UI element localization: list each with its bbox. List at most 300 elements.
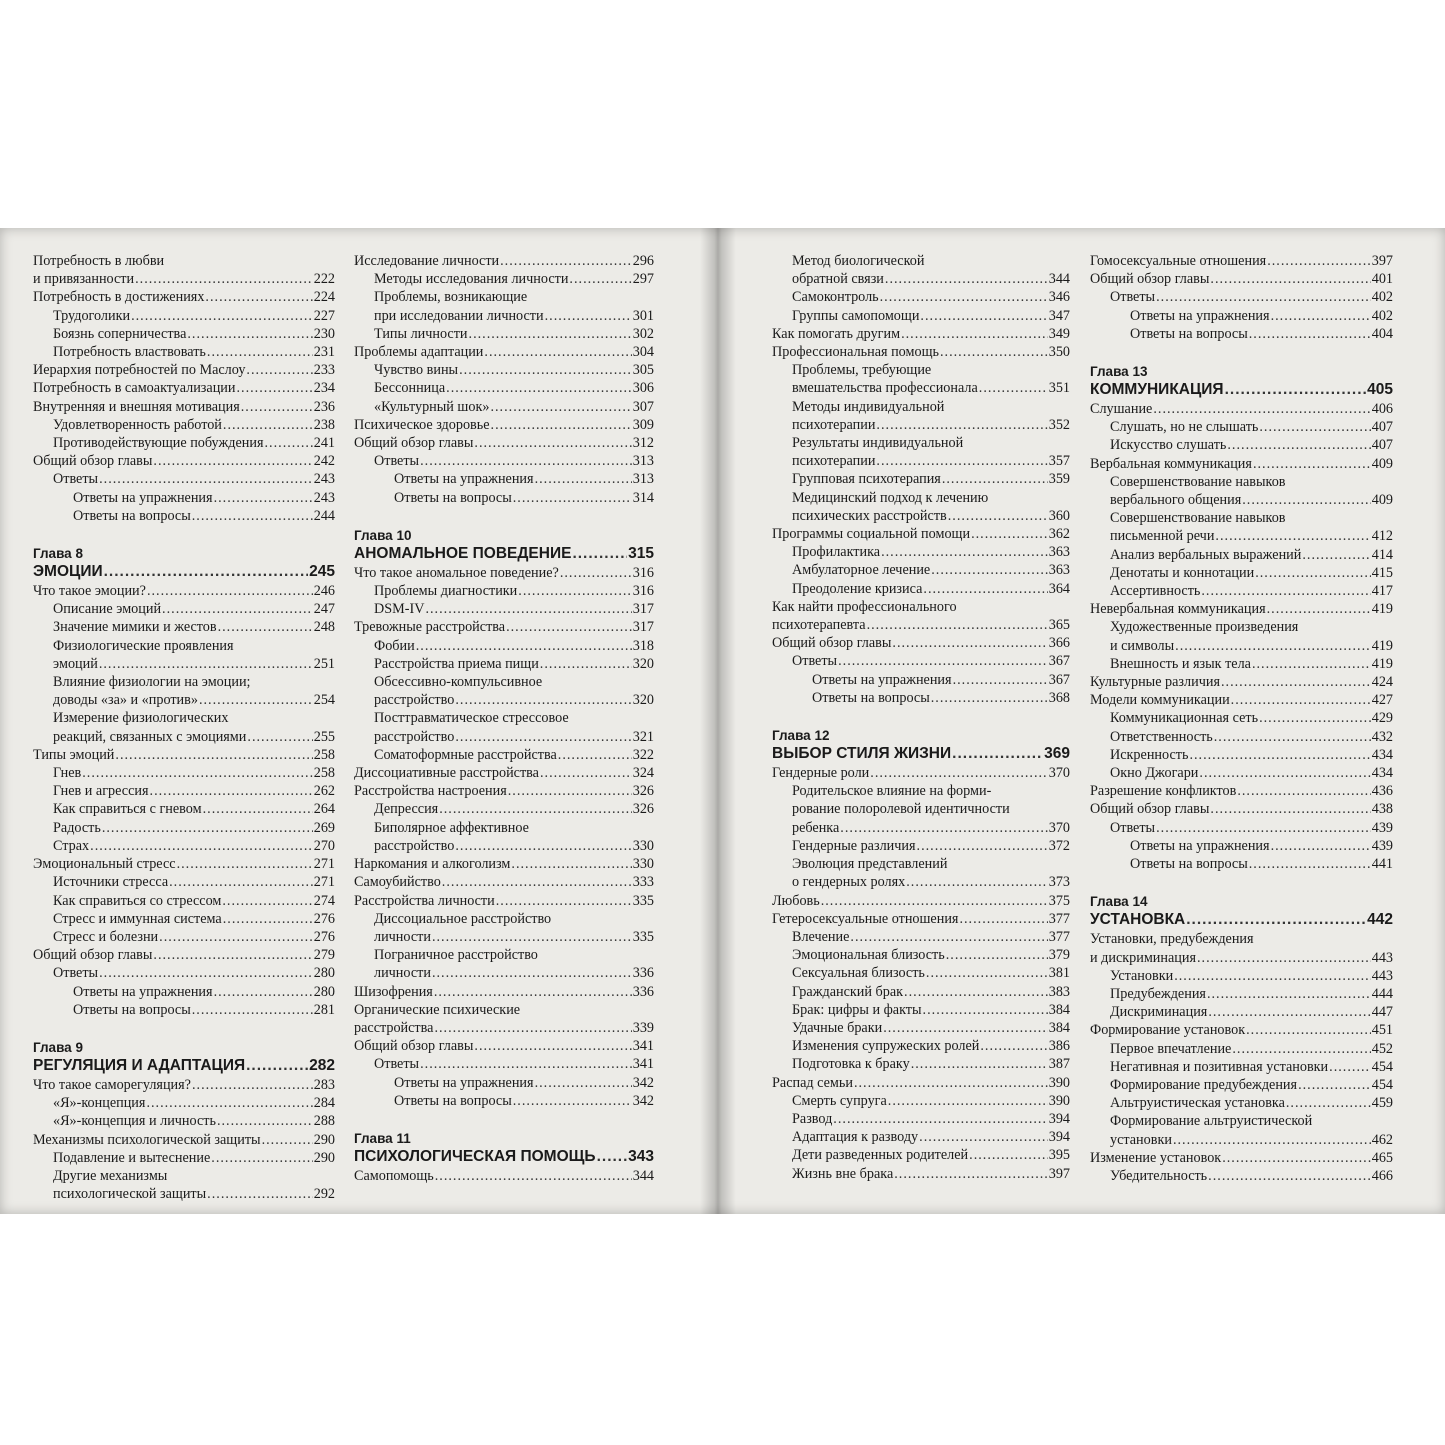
toc-entry-title: Вербальная коммуникация (1090, 455, 1252, 472)
toc-entry[interactable] (772, 1001, 1070, 1019)
toc-entry[interactable] (354, 728, 654, 746)
toc-entry[interactable] (772, 452, 1070, 470)
toc-entry[interactable] (1090, 1003, 1393, 1021)
toc-entry-title: Предубеждения (1110, 985, 1206, 1002)
toc-entry[interactable] (33, 252, 335, 270)
toc-entry[interactable] (1090, 1058, 1393, 1076)
toc-entry[interactable] (354, 470, 654, 488)
dot-leader (942, 470, 1048, 488)
toc-entry-title: установки (1110, 1131, 1172, 1148)
toc-entry-title: Посттравматическое стрессовое (374, 710, 569, 727)
page-number: 335 (632, 892, 654, 909)
dot-leader (1227, 436, 1370, 454)
toc-entry[interactable] (354, 270, 654, 288)
toc-entry[interactable] (33, 1185, 335, 1203)
toc-entry[interactable] (772, 837, 1070, 855)
toc-entry[interactable] (1090, 782, 1393, 800)
toc-entry[interactable] (1090, 1021, 1393, 1039)
toc-entry[interactable] (1090, 600, 1393, 618)
toc-entry-title: Методы индивидуальной (792, 398, 945, 415)
toc-entry[interactable] (354, 746, 654, 764)
toc-entry[interactable] (1090, 527, 1393, 545)
toc-entry[interactable] (772, 288, 1070, 306)
toc-entry[interactable] (772, 764, 1070, 782)
dot-leader (911, 1055, 1048, 1073)
toc-entry[interactable] (33, 361, 335, 379)
toc-entry[interactable] (1090, 418, 1393, 436)
toc-entry-title: Совершенствование навыков (1110, 510, 1286, 527)
toc-entry[interactable] (772, 873, 1070, 891)
toc-entry[interactable] (33, 452, 335, 470)
page-number: 432 (1371, 728, 1393, 745)
toc-entry[interactable] (354, 673, 654, 691)
dot-leader (838, 652, 1048, 670)
dot-leader (1175, 637, 1371, 655)
toc-entry[interactable] (772, 270, 1070, 288)
toc-entry[interactable] (33, 416, 335, 434)
dot-leader (1259, 418, 1370, 436)
toc-entry[interactable] (354, 873, 654, 891)
toc-entry[interactable] (33, 1001, 335, 1019)
page-number: 424 (1371, 674, 1393, 691)
toc-entry-title: Методы исследования личности (374, 271, 569, 288)
toc-entry[interactable] (33, 398, 335, 416)
dot-leader (474, 1037, 631, 1055)
toc-entry-title: о гендерных ролях (792, 874, 906, 891)
toc-entry[interactable] (1090, 930, 1393, 948)
toc-entry[interactable] (772, 434, 1070, 452)
toc-entry[interactable] (772, 561, 1070, 579)
page-number: 339 (632, 1019, 654, 1036)
toc-entry-title: Ответы на упражнения (1130, 307, 1270, 324)
toc-entry[interactable] (772, 470, 1070, 488)
toc-entry[interactable] (772, 489, 1070, 507)
toc-entry[interactable] (354, 964, 654, 982)
toc-entry-title: Любовь (772, 892, 820, 909)
toc-entry-title: Искусство слушать (1110, 437, 1227, 454)
dot-leader (434, 983, 632, 1001)
toc-entry[interactable] (1090, 949, 1393, 967)
toc-entry-title: Ответы на упражнения (812, 671, 952, 688)
toc-entry[interactable] (1090, 837, 1393, 855)
toc-entry[interactable] (33, 434, 335, 452)
toc-entry[interactable] (1090, 728, 1393, 746)
book-gutter (700, 228, 736, 1214)
toc-entry[interactable] (354, 1019, 654, 1037)
toc-entry[interactable] (1090, 325, 1393, 343)
toc-entry[interactable] (1090, 618, 1393, 636)
toc-entry-title: Адаптация к разводу (792, 1129, 919, 1146)
toc-entry[interactable] (354, 855, 654, 873)
toc-entry[interactable] (772, 1019, 1070, 1037)
dot-leader (490, 398, 631, 416)
toc-entry[interactable] (772, 1110, 1070, 1128)
toc-entry[interactable] (33, 1131, 335, 1149)
toc-entry-title: Дискриминация (1110, 1004, 1208, 1021)
toc-entry[interactable] (772, 910, 1070, 928)
toc-entry[interactable] (772, 416, 1070, 434)
dot-leader (223, 910, 313, 928)
toc-entry[interactable] (1090, 436, 1393, 454)
toc-entry[interactable] (354, 1167, 654, 1185)
dot-leader (1267, 600, 1371, 618)
toc-entry[interactable] (33, 1112, 335, 1130)
toc-entry[interactable] (33, 288, 335, 306)
toc-entry[interactable] (1090, 1094, 1393, 1112)
toc-entry[interactable] (33, 873, 335, 891)
toc-entry[interactable] (772, 671, 1070, 689)
page-number: 407 (1371, 419, 1393, 436)
toc-entry[interactable] (354, 452, 654, 470)
chapter-title-entry[interactable] (33, 562, 335, 582)
toc-entry-title: Формирование установок (1090, 1022, 1246, 1039)
toc-entry[interactable] (1090, 1131, 1393, 1149)
toc-entry[interactable] (772, 964, 1070, 982)
toc-entry[interactable] (354, 343, 654, 361)
toc-entry[interactable] (1090, 1076, 1393, 1094)
toc-entry[interactable] (33, 582, 335, 600)
toc-entry[interactable] (772, 1055, 1070, 1073)
toc-entry[interactable] (33, 379, 335, 397)
page-number: 342 (632, 1074, 654, 1091)
toc-entry[interactable] (33, 637, 335, 655)
toc-entry[interactable] (772, 634, 1070, 652)
toc-entry[interactable] (772, 507, 1070, 525)
toc-entry[interactable] (354, 1001, 654, 1019)
page-number: 427 (1371, 692, 1393, 709)
toc-entry[interactable] (33, 709, 335, 727)
toc-entry[interactable] (1090, 491, 1393, 509)
toc-entry[interactable] (354, 1092, 654, 1110)
toc-entry[interactable] (33, 691, 335, 709)
toc-entry[interactable] (33, 910, 335, 928)
toc-entry[interactable] (772, 652, 1070, 670)
toc-entry[interactable] (33, 800, 335, 818)
toc-entry[interactable] (33, 673, 335, 691)
toc-entry[interactable] (1090, 673, 1393, 691)
toc-entry[interactable] (33, 782, 335, 800)
toc-entry[interactable] (354, 1074, 654, 1092)
toc-entry[interactable] (33, 470, 335, 488)
toc-entry[interactable] (772, 398, 1070, 416)
toc-entry[interactable] (33, 1076, 335, 1094)
toc-entry[interactable] (1090, 400, 1393, 418)
dot-leader (262, 1131, 313, 1149)
page-number: 439 (1371, 819, 1393, 836)
toc-entry[interactable] (33, 892, 335, 910)
toc-entry[interactable] (354, 764, 654, 782)
toc-entry-title: Подавление и вытеснение (53, 1149, 211, 1166)
toc-entry[interactable] (354, 910, 654, 928)
toc-entry[interactable] (354, 325, 654, 343)
toc-entry[interactable] (772, 361, 1070, 379)
dot-leader (931, 561, 1047, 579)
toc-entry[interactable] (354, 307, 654, 325)
dot-leader (153, 946, 312, 964)
toc-entry[interactable] (1090, 985, 1393, 1003)
toc-entry[interactable] (772, 343, 1070, 361)
toc-column-3 (772, 252, 1070, 1183)
toc-entry[interactable] (1090, 967, 1393, 985)
dot-leader (455, 837, 631, 855)
toc-entry[interactable] (1090, 546, 1393, 564)
toc-entry[interactable] (354, 618, 654, 636)
page-number: 230 (313, 325, 335, 342)
toc-entry[interactable] (1090, 855, 1393, 873)
toc-entry[interactable] (354, 691, 654, 709)
toc-entry[interactable] (1090, 746, 1393, 764)
toc-entry[interactable] (772, 983, 1070, 1001)
chapter-title: РЕГУЛЯЦИЯ И АДАПТАЦИЯ (33, 1056, 246, 1074)
toc-entry-title: Ответы на вопросы (1130, 856, 1248, 873)
toc-entry[interactable] (33, 746, 335, 764)
toc-entry[interactable] (772, 892, 1070, 910)
toc-entry[interactable] (772, 689, 1070, 707)
toc-entry-title: Как помогать другим (772, 325, 901, 342)
page-number: 386 (1048, 1038, 1070, 1055)
toc-entry[interactable] (354, 837, 654, 855)
toc-entry[interactable] (33, 819, 335, 837)
toc-entry[interactable] (33, 837, 335, 855)
toc-entry[interactable] (772, 928, 1070, 946)
toc-entry-title: Ответы на вопросы (394, 489, 512, 506)
toc-entry-title: Общий обзор главы (1090, 801, 1210, 818)
toc-entry[interactable] (354, 361, 654, 379)
toc-entry-title: Общий обзор главы (1090, 271, 1210, 288)
page-number: 387 (1048, 1056, 1070, 1073)
toc-entry[interactable] (33, 1149, 335, 1167)
toc-entry-title: Культурные различия (1090, 674, 1220, 691)
toc-entry[interactable] (354, 564, 654, 582)
toc-entry[interactable] (1090, 1149, 1393, 1167)
toc-entry[interactable] (33, 307, 335, 325)
toc-entry-title: личности (374, 965, 431, 982)
toc-entry[interactable] (772, 307, 1070, 325)
toc-entry[interactable] (1090, 1040, 1393, 1058)
toc-entry[interactable] (33, 325, 335, 343)
toc-column-2 (354, 252, 654, 1185)
page-number: 377 (1048, 910, 1070, 927)
toc-entry[interactable] (33, 1094, 335, 1112)
chapter-title: АНОМАЛЬНОЕ ПОВЕДЕНИЕ (354, 544, 572, 562)
toc-entry[interactable] (1090, 691, 1393, 709)
toc-entry[interactable] (1090, 252, 1393, 270)
page-number: 296 (632, 253, 654, 269)
toc-entry[interactable] (354, 946, 654, 964)
toc-entry[interactable] (33, 964, 335, 982)
toc-entry[interactable] (772, 819, 1070, 837)
toc-entry[interactable] (1090, 764, 1393, 782)
toc-entry-title: Потребность в достижениях (33, 289, 205, 306)
toc-entry[interactable] (772, 379, 1070, 397)
chapter-title-entry[interactable] (1090, 380, 1393, 400)
toc-entry[interactable] (772, 946, 1070, 964)
dot-leader (241, 398, 313, 416)
page-number: 363 (1048, 544, 1070, 561)
chapter-title: УСТАНОВКА (1090, 911, 1186, 929)
dot-leader (435, 1167, 632, 1185)
toc-entry-title: Что такое эмоции? (33, 583, 146, 600)
chapter-title-entry[interactable] (772, 744, 1070, 764)
dot-leader (904, 983, 1048, 1001)
toc-entry[interactable] (33, 600, 335, 618)
chapter-title-entry[interactable] (33, 1056, 335, 1076)
page-number: 317 (632, 619, 654, 636)
toc-entry[interactable] (1090, 509, 1393, 527)
toc-entry[interactable] (33, 1167, 335, 1185)
toc-entry[interactable] (1090, 1167, 1393, 1185)
dot-leader (474, 434, 631, 452)
toc-entry[interactable] (772, 543, 1070, 561)
toc-entry[interactable] (772, 855, 1070, 873)
toc-entry[interactable] (772, 1146, 1070, 1164)
toc-column-4 (1090, 252, 1393, 1185)
page-number: 377 (1048, 928, 1070, 945)
page-number: 322 (632, 746, 654, 763)
page-number: 320 (632, 692, 654, 709)
toc-entry[interactable] (33, 489, 335, 507)
toc-entry-title: Убедительность (1110, 1167, 1208, 1184)
toc-entry[interactable] (1090, 637, 1393, 655)
toc-entry[interactable] (1090, 288, 1393, 306)
toc-entry[interactable] (772, 598, 1070, 616)
toc-entry[interactable] (1090, 307, 1393, 325)
toc-entry[interactable] (1090, 655, 1393, 673)
toc-entry-title: Развод (792, 1110, 833, 1127)
toc-entry[interactable] (354, 582, 654, 600)
toc-entry-title: Групповая психотерапия (792, 471, 941, 488)
dot-leader (906, 873, 1047, 891)
toc-entry[interactable] (772, 1128, 1070, 1146)
dot-leader (434, 1019, 631, 1037)
page-number: 313 (632, 453, 654, 470)
toc-entry-title: при исследовании личности (374, 307, 544, 324)
page-number: 236 (313, 398, 335, 415)
toc-entry[interactable] (772, 525, 1070, 543)
toc-entry-title: Ответы на упражнения (73, 983, 213, 1000)
toc-entry[interactable] (354, 379, 654, 397)
toc-entry[interactable] (354, 252, 654, 270)
chapter-title-entry[interactable] (1090, 910, 1393, 930)
page-number: 306 (632, 380, 654, 397)
chapter-title-entry[interactable] (354, 1147, 654, 1167)
page-number: 271 (313, 874, 335, 891)
page-number: 363 (1048, 562, 1070, 579)
page-number: 231 (313, 344, 335, 361)
toc-entry-title: Формирование предубеждения (1110, 1076, 1298, 1093)
dot-leader (223, 416, 313, 434)
dot-leader (946, 946, 1048, 964)
page-number: 276 (313, 928, 335, 945)
toc-entry[interactable] (772, 325, 1070, 343)
toc-entry-title: Модели коммуникации (1090, 692, 1230, 709)
toc-entry[interactable] (354, 983, 654, 1001)
page-number: 397 (1371, 253, 1393, 269)
toc-entry-title: Эмоциональная близость (792, 947, 945, 964)
toc-entry[interactable] (354, 800, 654, 818)
dot-leader (199, 691, 313, 709)
toc-entry[interactable] (1090, 1112, 1393, 1130)
toc-entry[interactable] (772, 1074, 1070, 1092)
toc-entry-title: Радость (53, 819, 101, 836)
toc-entry[interactable] (772, 1092, 1070, 1110)
toc-entry[interactable] (354, 288, 654, 306)
toc-entry[interactable] (1090, 473, 1393, 491)
dot-leader (265, 434, 313, 452)
dot-leader (500, 252, 632, 270)
toc-entry[interactable] (772, 800, 1070, 818)
toc-entry[interactable] (33, 764, 335, 782)
toc-entry[interactable] (354, 892, 654, 910)
toc-entry[interactable] (1090, 709, 1393, 727)
toc-entry[interactable] (354, 1037, 654, 1055)
toc-entry[interactable] (354, 416, 654, 434)
toc-entry[interactable] (354, 637, 654, 655)
toc-entry[interactable] (354, 489, 654, 507)
page-number: 368 (1048, 689, 1070, 706)
toc-entry[interactable] (33, 946, 335, 964)
toc-entry[interactable] (33, 343, 335, 361)
page-number: 384 (1048, 1001, 1070, 1018)
toc-entry[interactable] (33, 928, 335, 946)
chapter-title-entry[interactable] (354, 544, 654, 564)
toc-entry[interactable] (354, 709, 654, 727)
toc-entry[interactable] (33, 507, 335, 525)
toc-entry[interactable] (354, 655, 654, 673)
toc-entry-title: Расстройства настроения (354, 783, 507, 800)
toc-entry-title: Ответы (374, 1056, 420, 1073)
toc-entry[interactable] (33, 270, 335, 288)
dot-leader (169, 873, 313, 891)
toc-entry[interactable] (772, 1165, 1070, 1183)
dot-leader (901, 325, 1048, 343)
toc-entry[interactable] (354, 600, 654, 618)
toc-entry[interactable] (772, 1037, 1070, 1055)
toc-entry[interactable] (33, 728, 335, 746)
toc-entry[interactable] (354, 928, 654, 946)
dot-leader (840, 819, 1047, 837)
toc-entry[interactable] (33, 855, 335, 873)
toc-entry[interactable] (772, 580, 1070, 598)
toc-entry-title: Стресс и болезни (53, 928, 159, 945)
toc-entry[interactable] (1090, 270, 1393, 288)
toc-entry[interactable] (33, 655, 335, 673)
toc-entry[interactable] (33, 618, 335, 636)
toc-entry[interactable] (1090, 800, 1393, 818)
toc-entry[interactable] (1090, 455, 1393, 473)
toc-entry[interactable] (772, 782, 1070, 800)
page-number: 241 (313, 435, 335, 452)
toc-entry[interactable] (772, 616, 1070, 634)
toc-entry[interactable] (354, 782, 654, 800)
toc-entry[interactable] (1090, 819, 1393, 837)
dot-leader (894, 1165, 1047, 1183)
dot-leader (821, 892, 1048, 910)
toc-entry[interactable] (354, 1055, 654, 1073)
toc-entry[interactable] (354, 398, 654, 416)
toc-entry-title: Коммуникационная сеть (1110, 710, 1259, 727)
chapter-title: ЭМОЦИИ (33, 563, 103, 581)
toc-entry[interactable] (33, 983, 335, 1001)
toc-entry[interactable] (354, 819, 654, 837)
toc-entry[interactable] (1090, 582, 1393, 600)
toc-entry[interactable] (772, 252, 1070, 270)
toc-entry[interactable] (354, 434, 654, 452)
page-number: 370 (1048, 819, 1070, 836)
dot-leader (150, 782, 313, 800)
toc-entry[interactable] (1090, 564, 1393, 582)
toc-entry-title: личности (374, 928, 431, 945)
